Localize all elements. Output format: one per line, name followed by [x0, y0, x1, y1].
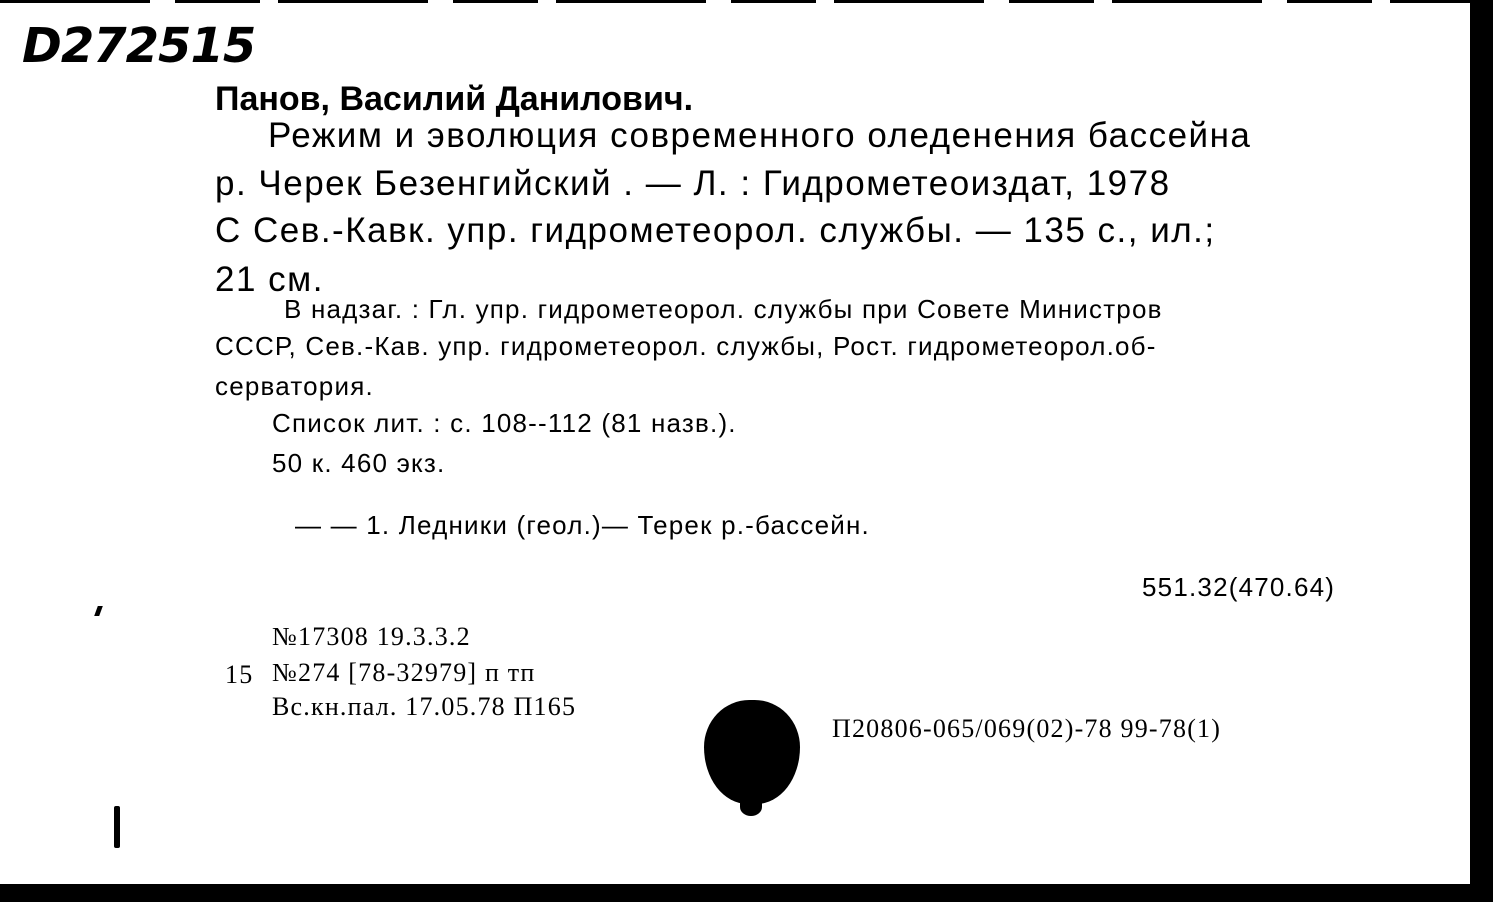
- ink-speck: [94, 606, 103, 616]
- bibliography-line: Список лит. : с. 108--112 (81 назв.).: [272, 408, 737, 438]
- udc-index: 551.32(470.64): [1142, 572, 1336, 602]
- card-bottom-edge: [0, 884, 1493, 902]
- service-line-2: №274 [78-32979] п тп: [272, 658, 536, 687]
- service-line-1: №17308 19.3.3.2: [272, 622, 471, 651]
- price-run-line: 50 к. 460 экз.: [272, 448, 446, 478]
- note-line-3: серватория.: [215, 371, 374, 401]
- title-line-4: 21 см.: [215, 260, 324, 299]
- note-line-1: В надзаг. : Гл. упр. гидрометеорол. службы при Совете Министров: [284, 294, 1163, 324]
- note-line-2: СССР, Сев.-Кав. упр. гидрометеорол. службы, Рост. гидрометеорол.об-: [215, 331, 1157, 361]
- author-heading: Панов, Василий Данилович.: [215, 80, 694, 118]
- service-margin-number: 15: [225, 660, 254, 689]
- catalog-code: П20806-065/069(02)-78 99-78(1): [832, 714, 1222, 743]
- subject-heading: — — 1. Ледники (геол.)— Терек р.-бассейн.: [295, 510, 870, 540]
- inventory-number: D272515: [22, 18, 256, 74]
- card-top-edge: [0, 0, 1474, 3]
- title-line-2: р. Черек Безенгийский . — Л. : Гидрометеоиздат, 1978: [215, 164, 1171, 203]
- title-line-1: Режим и эволюция современного оледенения бассейна: [268, 116, 1252, 155]
- service-line-3: Вс.кн.пал. 17.05.78 П165: [272, 692, 577, 721]
- punch-hole: [704, 700, 800, 804]
- ink-stroke: [114, 806, 120, 848]
- title-line-3: С Сев.-Кавк. упр. гидрометеорол. службы. — 135 с., ил.;: [215, 211, 1216, 250]
